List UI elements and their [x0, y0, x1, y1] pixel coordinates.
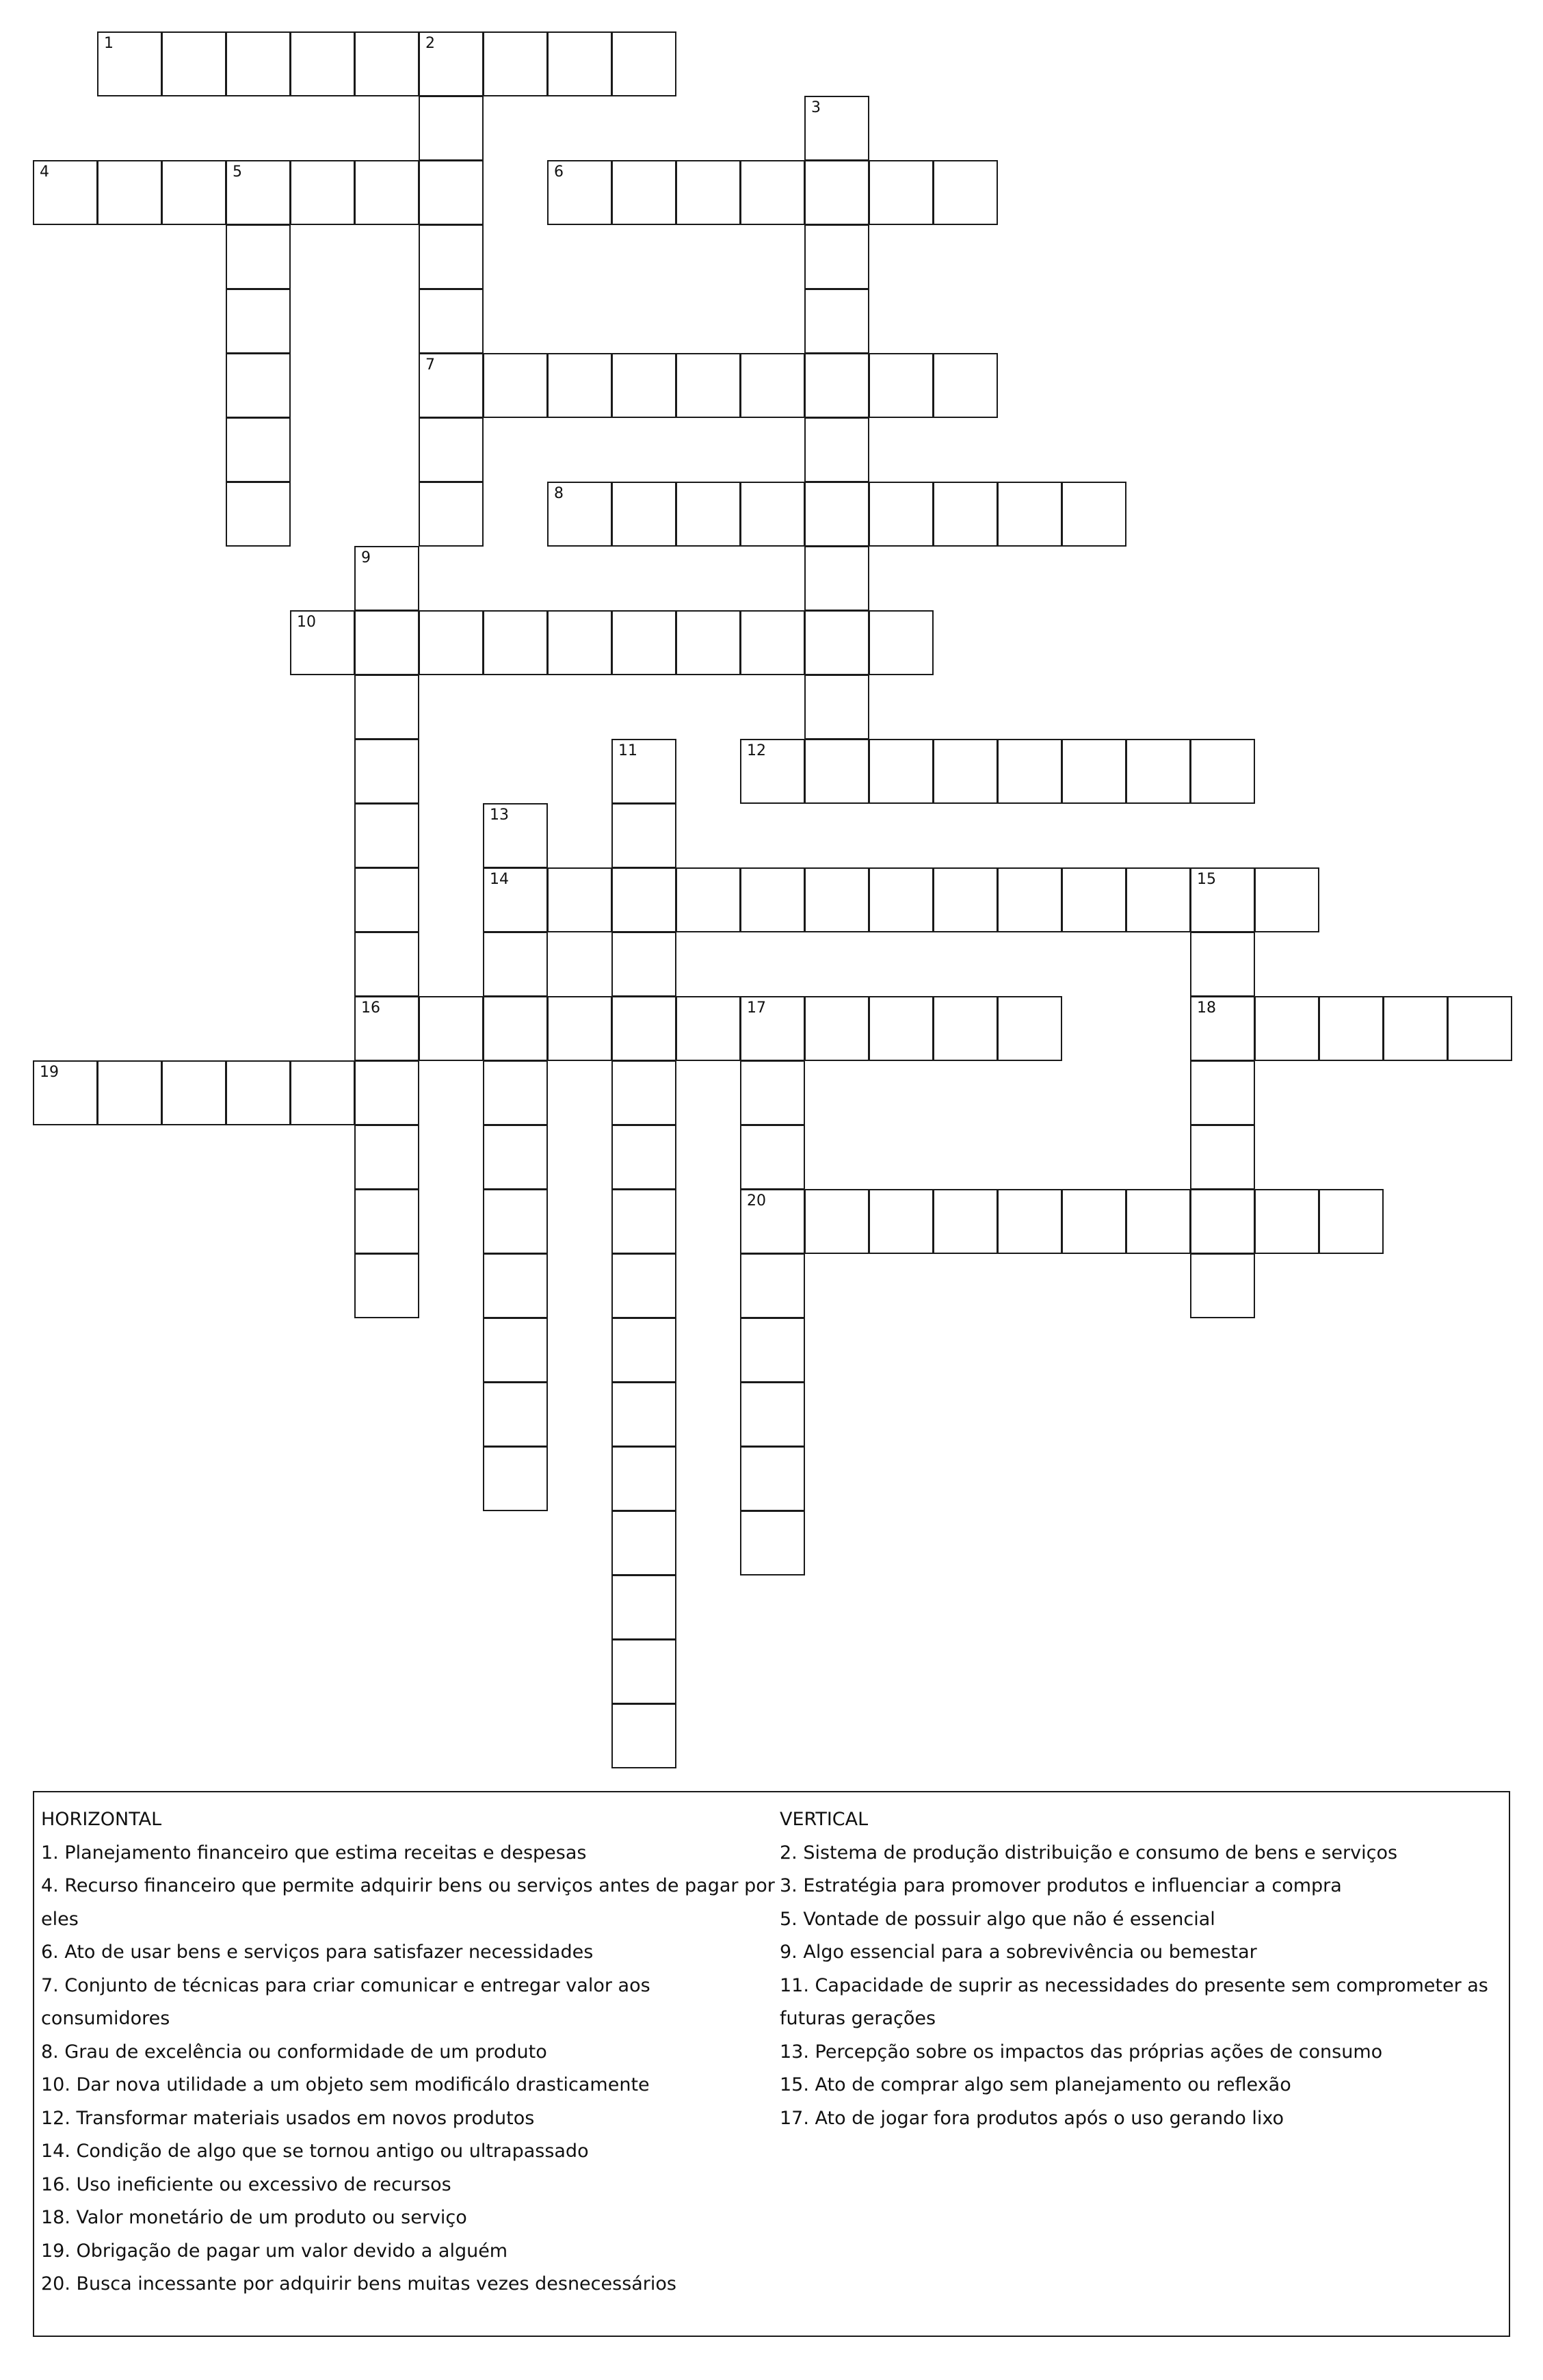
grid-cell[interactable] [1126, 1189, 1191, 1254]
grid-cell[interactable] [1190, 932, 1255, 997]
grid-cell[interactable] [1254, 867, 1319, 932]
clue-number: 11 [618, 742, 637, 759]
grid-cell[interactable] [740, 1511, 805, 1575]
grid-cell[interactable] [997, 1189, 1062, 1254]
grid-cell[interactable] [740, 160, 805, 225]
grid-cell[interactable] [483, 1446, 548, 1511]
grid-cell[interactable] [611, 1318, 676, 1383]
grid-cell[interactable] [1061, 1189, 1126, 1254]
grid-cell[interactable] [354, 675, 419, 740]
grid-cell[interactable] [33, 1060, 98, 1125]
clue-number: 12 [747, 742, 766, 759]
grid-cell[interactable] [611, 1639, 676, 1704]
grid-cell[interactable] [611, 1189, 676, 1254]
grid-cell[interactable] [997, 739, 1062, 804]
grid-cell[interactable] [97, 1060, 162, 1125]
grid-cell[interactable] [804, 546, 869, 611]
vertical-heading: VERTICAL [780, 1809, 869, 1830]
grid-cell[interactable] [933, 482, 998, 547]
horizontal-clue: 14. Condição de algo que se tornou antigo ou ultrapassado [41, 2141, 589, 2162]
grid-cell[interactable] [740, 867, 805, 932]
grid-cell[interactable] [611, 932, 676, 997]
grid-cell[interactable] [419, 417, 484, 482]
grid-cell[interactable] [869, 610, 934, 675]
grid-cell[interactable] [97, 160, 162, 225]
grid-cell[interactable] [354, 932, 419, 997]
grid-cell[interactable] [547, 353, 612, 418]
grid-cell[interactable] [1190, 739, 1255, 804]
horizontal-clue: 10. Dar nova utilidade a um objeto sem modificálo drasticamente [41, 2074, 650, 2095]
grid-cell[interactable] [547, 867, 612, 932]
grid-cell[interactable] [1319, 1189, 1384, 1254]
grid-cell[interactable] [740, 610, 805, 675]
grid-cell[interactable] [1126, 739, 1191, 804]
grid-cell[interactable] [611, 353, 676, 418]
grid-cell[interactable] [611, 803, 676, 868]
horizontal-clue: 1. Planejamento financeiro que estima receitas e despesas [41, 1842, 587, 1864]
grid-cell[interactable] [419, 224, 484, 289]
grid-cell[interactable] [804, 353, 869, 418]
horizontal-clue: 12. Transformar materiais usados em novos produtos [41, 2107, 535, 2129]
grid-cell[interactable] [676, 610, 741, 675]
vertical-clue: 5. Vontade de possuir algo que não é essencial [780, 1908, 1215, 1930]
grid-cell[interactable] [483, 31, 548, 96]
grid-cell[interactable] [1383, 996, 1448, 1061]
grid-cell[interactable] [804, 610, 869, 675]
grid-cell[interactable] [869, 353, 934, 418]
grid-cell[interactable] [804, 1189, 869, 1254]
grid-cell[interactable] [740, 1189, 805, 1254]
grid-cell[interactable] [869, 1189, 934, 1254]
grid-cell[interactable] [1190, 1253, 1255, 1318]
grid-cell[interactable] [354, 996, 419, 1061]
grid-cell[interactable] [483, 803, 548, 868]
grid-cell[interactable] [354, 610, 419, 675]
grid-cell[interactable] [547, 31, 612, 96]
grid-cell[interactable] [226, 482, 291, 547]
vertical-clue: 3. Estratégia para promover produtos e influenciar a compra [780, 1875, 1342, 1896]
grid-cell[interactable] [611, 1382, 676, 1447]
grid-cell[interactable] [547, 610, 612, 675]
grid-cell[interactable] [226, 289, 291, 354]
grid-cell[interactable] [740, 1060, 805, 1125]
grid-cell[interactable] [483, 996, 548, 1061]
grid-cell[interactable] [804, 675, 869, 740]
clue-number: 3 [811, 99, 821, 116]
grid-cell[interactable] [869, 996, 934, 1061]
grid-cell[interactable] [804, 739, 869, 804]
grid-cell[interactable] [354, 1060, 419, 1125]
grid-cell[interactable] [226, 353, 291, 418]
grid-cell[interactable] [354, 1189, 419, 1254]
grid-cell[interactable] [611, 31, 676, 96]
grid-cell[interactable] [611, 1446, 676, 1511]
clue-number: 13 [490, 807, 509, 824]
grid-cell[interactable] [547, 160, 612, 225]
grid-cell[interactable] [804, 996, 869, 1061]
grid-cell[interactable] [611, 867, 676, 932]
grid-cell[interactable] [226, 160, 291, 225]
grid-cell[interactable] [997, 867, 1062, 932]
grid-cell[interactable] [804, 867, 869, 932]
grid-cell[interactable] [547, 482, 612, 547]
grid-cell[interactable] [611, 739, 676, 804]
grid-cell[interactable] [483, 1189, 548, 1254]
grid-cell[interactable] [611, 1253, 676, 1318]
grid-cell[interactable] [419, 353, 484, 418]
horizontal-clue: 7. Conjunto de técnicas para criar comunicar e entregar valor aos consumidores [41, 1974, 650, 2029]
grid-cell[interactable] [804, 96, 869, 161]
grid-cell[interactable] [740, 1446, 805, 1511]
grid-cell[interactable] [869, 482, 934, 547]
horizontal-clue: 8. Grau de excelência ou conformidade de um produto [41, 2041, 547, 2063]
grid-cell[interactable] [547, 996, 612, 1061]
vertical-clue: 11. Capacidade de suprir as necessidades do presente sem comprometer as futuras gerações [780, 1974, 1488, 2029]
grid-cell[interactable] [997, 482, 1062, 547]
grid-cell[interactable] [419, 289, 484, 354]
grid-cell[interactable] [611, 1703, 676, 1768]
grid-cell[interactable] [740, 1382, 805, 1447]
grid-cell[interactable] [869, 160, 934, 225]
vertical-clue: 13. Percepção sobre os impactos das próprias ações de consumo [780, 2041, 1383, 2063]
grid-cell[interactable] [997, 996, 1062, 1061]
grid-cell[interactable] [804, 482, 869, 547]
grid-cell[interactable] [1447, 996, 1512, 1061]
horizontal-clues [41, 1803, 780, 2301]
grid-cell[interactable] [611, 610, 676, 675]
clue-number: 6 [554, 164, 564, 181]
grid-cell[interactable] [740, 996, 805, 1061]
grid-cell[interactable] [1061, 739, 1126, 804]
clue-number: 5 [233, 164, 242, 181]
grid-cell[interactable] [933, 739, 998, 804]
grid-cell[interactable] [161, 31, 226, 96]
grid-cell[interactable] [290, 610, 355, 675]
grid-cell[interactable] [1061, 482, 1126, 547]
grid-cell[interactable] [483, 867, 548, 932]
grid-cell[interactable] [676, 867, 741, 932]
grid-cell[interactable] [740, 1253, 805, 1318]
vertical-clue: 2. Sistema de produção distribuição e consumo de bens e serviços [780, 1842, 1398, 1864]
vertical-clues [780, 1803, 1501, 2135]
grid-cell[interactable] [1190, 1125, 1255, 1190]
grid-cell[interactable] [419, 31, 484, 96]
grid-cell[interactable] [419, 610, 484, 675]
horizontal-clue: 20. Busca incessante por adquirir bens muitas vezes desnecessários [41, 2273, 676, 2294]
grid-cell[interactable] [419, 996, 484, 1061]
grid-cell[interactable] [933, 996, 998, 1061]
grid-cell[interactable] [676, 482, 741, 547]
grid-cell[interactable] [869, 739, 934, 804]
grid-cell[interactable] [290, 31, 355, 96]
grid-cell[interactable] [611, 1060, 676, 1125]
grid-cell[interactable] [161, 1060, 226, 1125]
horizontal-clue: 4. Recurso financeiro que permite adquirir bens ou serviços antes de pagar por eles [41, 1875, 775, 1930]
grid-cell[interactable] [933, 160, 998, 225]
clue-number: 17 [747, 999, 766, 1017]
grid-cell[interactable] [354, 867, 419, 932]
grid-cell[interactable] [869, 867, 934, 932]
grid-cell[interactable] [419, 482, 484, 547]
grid-cell[interactable] [740, 1125, 805, 1190]
grid-cell[interactable] [611, 160, 676, 225]
grid-cell[interactable] [483, 353, 548, 418]
grid-cell[interactable] [676, 353, 741, 418]
grid-cell[interactable] [611, 482, 676, 547]
clue-number: 20 [747, 1192, 766, 1209]
horizontal-clue: 19. Obrigação de pagar um valor devido a alguém [41, 2240, 508, 2262]
grid-cell[interactable] [354, 1125, 419, 1190]
grid-cell[interactable] [740, 739, 805, 804]
grid-cell[interactable] [804, 417, 869, 482]
clue-number: 4 [40, 164, 49, 181]
clue-number: 19 [40, 1064, 59, 1081]
clue-number: 9 [361, 549, 371, 566]
grid-cell[interactable] [483, 1060, 548, 1125]
grid-cell[interactable] [290, 160, 355, 225]
grid-cell[interactable] [419, 160, 484, 225]
grid-cell[interactable] [354, 546, 419, 611]
vertical-clue: 15. Ato de comprar algo sem planejamento ou reflexão [780, 2074, 1291, 2095]
grid-cell[interactable] [419, 96, 484, 161]
grid-cell[interactable] [354, 803, 419, 868]
clue-number: 15 [1197, 871, 1216, 888]
grid-cell[interactable] [933, 867, 998, 932]
grid-cell[interactable] [676, 160, 741, 225]
horizontal-heading: HORIZONTAL [41, 1809, 162, 1830]
clue-number: 2 [425, 35, 435, 52]
grid-cell[interactable] [611, 996, 676, 1061]
grid-cell[interactable] [740, 482, 805, 547]
grid-cell[interactable] [1254, 996, 1319, 1061]
grid-cell[interactable] [226, 1060, 291, 1125]
clue-number: 10 [297, 614, 316, 631]
grid-cell[interactable] [483, 932, 548, 997]
grid-cell[interactable] [804, 160, 869, 225]
grid-cell[interactable] [483, 1318, 548, 1383]
vertical-clue: 9. Algo essencial para a sobrevivência ou bemestar [780, 1941, 1257, 1963]
horizontal-clue: 16. Uso ineficiente ou excessivo de recursos [41, 2173, 451, 2195]
grid-cell[interactable] [354, 1253, 419, 1318]
vertical-clue: 17. Ato de jogar fora produtos após o uso gerando lixo [780, 2107, 1284, 2129]
clue-number: 14 [490, 871, 509, 888]
grid-cell[interactable] [1190, 1189, 1255, 1254]
grid-cell[interactable] [1061, 867, 1126, 932]
grid-cell[interactable] [97, 31, 162, 96]
grid-cell[interactable] [1126, 867, 1191, 932]
grid-cell[interactable] [354, 31, 419, 96]
grid-cell[interactable] [226, 224, 291, 289]
clue-number: 7 [425, 356, 435, 374]
grid-cell[interactable] [33, 160, 98, 225]
grid-cell[interactable] [354, 160, 419, 225]
grid-cell[interactable] [354, 739, 419, 804]
grid-cell[interactable] [1190, 1060, 1255, 1125]
clue-number: 8 [554, 485, 564, 502]
grid-cell[interactable] [226, 31, 291, 96]
horizontal-clue: 18. Valor monetário de um produto ou serviço [41, 2207, 467, 2228]
clue-number: 1 [104, 35, 114, 52]
grid-cell[interactable] [1319, 996, 1384, 1061]
clue-number: 16 [361, 999, 380, 1017]
grid-cell[interactable] [161, 160, 226, 225]
grid-cell[interactable] [483, 610, 548, 675]
grid-cell[interactable] [611, 1125, 676, 1190]
grid-cell[interactable] [611, 1511, 676, 1575]
grid-cell[interactable] [933, 353, 998, 418]
grid-cell[interactable] [740, 353, 805, 418]
grid-cell[interactable] [1190, 996, 1255, 1061]
grid-cell[interactable] [740, 1318, 805, 1383]
grid-cell[interactable] [483, 1382, 548, 1447]
grid-cell[interactable] [1254, 1189, 1319, 1254]
grid-cell[interactable] [1190, 867, 1255, 932]
horizontal-clue: 6. Ato de usar bens e serviços para satisfazer necessidades [41, 1941, 594, 1963]
clues-box [33, 1791, 1510, 2337]
grid-cell[interactable] [226, 417, 291, 482]
grid-cell[interactable] [483, 1125, 548, 1190]
grid-cell[interactable] [290, 1060, 355, 1125]
grid-cell[interactable] [804, 289, 869, 354]
grid-cell[interactable] [611, 1575, 676, 1640]
grid-cell[interactable] [483, 1253, 548, 1318]
grid-cell[interactable] [804, 224, 869, 289]
grid-cell[interactable] [676, 996, 741, 1061]
clue-number: 18 [1197, 999, 1216, 1017]
grid-cell[interactable] [933, 1189, 998, 1254]
